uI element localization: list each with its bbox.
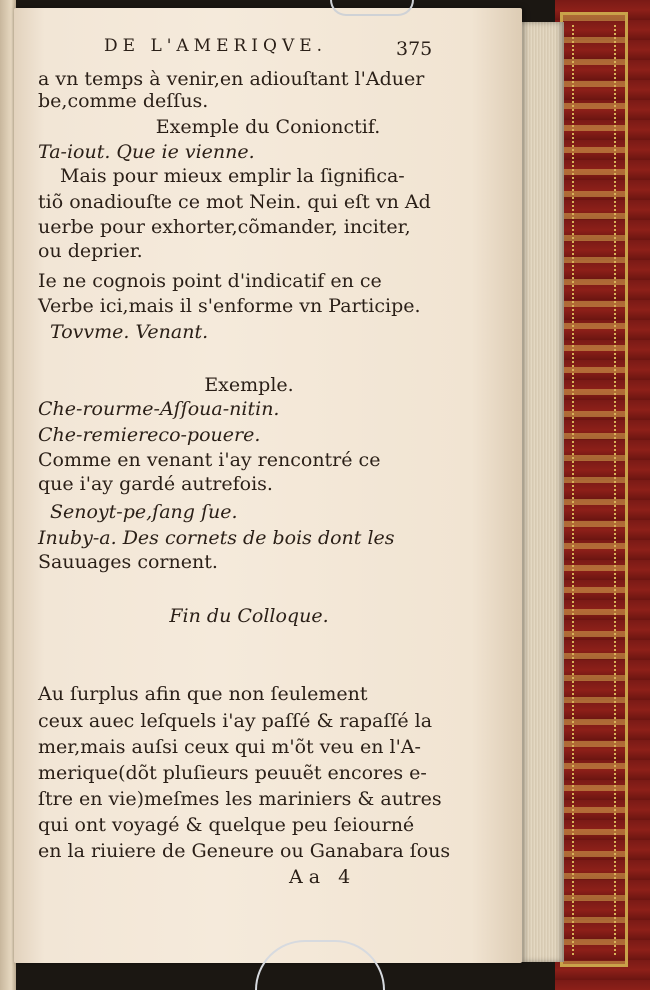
- book-page: [14, 8, 522, 963]
- section-heading: Fin du Colloque.: [169, 605, 329, 627]
- text-line: Inuby-a. Des cornets de bois dont les: [38, 527, 395, 549]
- text-line: Sauuages cornent.: [38, 551, 218, 573]
- text-line: Tovvme. Venant.: [50, 321, 209, 343]
- gilt-inner-border: [572, 25, 616, 955]
- page-number: 375: [396, 38, 433, 60]
- text-line: Ie ne cognois point d'indicatif en ce: [38, 270, 382, 292]
- text-line: mer,mais auſsi ceux qui m'õt veu en l'A-: [38, 736, 421, 758]
- text-line: Verbe ici,mais il s'enforme vn Participe.: [38, 295, 421, 317]
- page-clip-top: [330, 0, 414, 16]
- text-line: qui ont voyagé & quelque peu ſeiourné: [38, 814, 415, 836]
- text-line: ſtre en vie)meſmes les mariniers & autres: [38, 788, 442, 810]
- text-line: Au ſurplus afin que non ſeulement: [38, 683, 368, 705]
- text-line: Ta-iout. Que ie vienne.: [38, 141, 255, 163]
- text-line: Che-remiereco-pouere.: [38, 424, 261, 446]
- signature-mark: Aa 4: [289, 866, 357, 888]
- section-heading: Exemple du Conionctif.: [155, 116, 381, 138]
- text-line: merique(dõt pluſieurs peuuẽt encores e-: [38, 762, 427, 784]
- text-line: Senoyt-pe,ſang ſue.: [50, 501, 238, 523]
- text-line: en la riuiere de Geneure ou Ganabara ſous: [38, 840, 451, 862]
- text-line: que i'ay gardé autrefois.: [38, 473, 273, 495]
- text-line: ceux auec leſquels i'ay paſſé & rapaſſé la: [38, 710, 433, 732]
- text-line: Che-rourme-Aſſoua-nitin.: [38, 398, 280, 420]
- text-line: tiõ onadiouſte ce mot Nein. qui eſt vn Ad: [38, 191, 431, 213]
- text-line: be,comme deſſus.: [38, 90, 209, 112]
- text-line: a vn temps à venir,en adiouſtant l'Aduer: [38, 68, 425, 90]
- text-line: Mais pour mieux emplir la ſignifica-: [60, 165, 405, 187]
- text-line: Comme en venant i'ay rencontré ce: [38, 449, 381, 471]
- text-line: ou deprier.: [38, 240, 143, 262]
- running-head: DE L'AMERIQVE.: [104, 36, 328, 56]
- section-heading: Exemple.: [204, 374, 294, 396]
- text-line: uerbe pour exhorter,cõmander, inciter,: [38, 216, 411, 238]
